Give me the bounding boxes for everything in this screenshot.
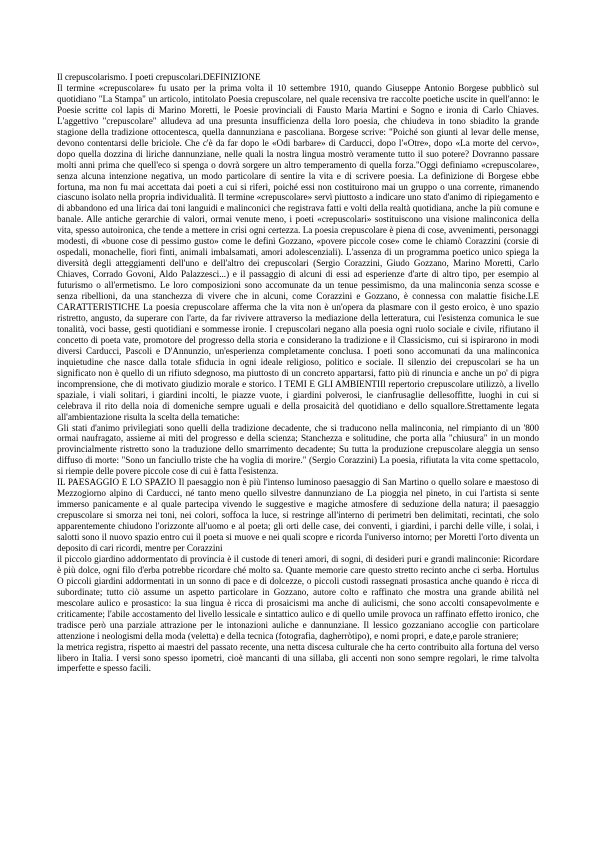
paragraph-giardino: il piccolo giardino addormentato di provincia è il custode di teneri amori, di sogni, di desideri puri e grandi malinconie: Ricordare è più dolce, ogni filo d'erba potrebbe ricordare ché molto sa. Quante memorie care questo stretto recinto anche ci serba. Hortulus O piccoli giardini addormentati in un sonno di pace e di dolcezze, o piccoli custodi rassegnati prosastica anche quando è ricca di subordinate; tutto ciò assume un aspetto particolare in Gozzano, autore colto e raffinato che mostra una grande abilità nel mescolare aulico e prosastico: la sua lingua è ricca di prosaicismi ma anche di aulicismi, che sono accolti consapevolmente e criticamente; l'abile accostamento del livello lessicale e sintattico aulico e di quello umile provoca un raffinato effetto ironico, che tradisce però una parziale attrazione per le intonazioni auliche e dannunziane. Il lessico gozzaniano accoglie con particolare attenzione i neologismi della moda (veletta) e della tecnica (fotografia, dagherròtipo), e nomi propri, e date,e parole straniere;	[57, 553, 539, 641]
paragraph-stati-d-animo: Gli stati d'animo privilegiati sono quelli della tradizione decadente, che si traducono nella malinconia, nel rimpianto di un '800 ormai naufragato, assieme ai miti del progresso e della scienza; Stanchezza e solitudine, che porta alla "chiusura" in un mondo provincialmente ristretto sono la traduzione dello smarrimento decadente; Su tutta la produzione crepuscolare aleggia un senso diffuso di morte: "Sono un fanciullo triste che ha voglia di morire." (Sergio Corazzini) La poesia, rifiutata la vita come spettacolo, si riempie delle povere piccole cose di cui è fatta l'esistenza.	[57, 422, 539, 477]
paragraph-definizione: Il termine «crepuscolare» fu usato per la prima volta il 10 settembre 1910, quando Giuseppe Antonio Borgese pubblicò sul quotidiano "La Stampa" un articolo, intitolato Poesia crepuscolare, nel quale recensiva tre raccolte poetiche uscite in quell'anno: le Poesie scritte col lapis di Marino Moretti, le Poesie provinciali di Fausto Maria Martini e Sogno e ironia di Carlo Chiaves. L'aggettivo "crepuscolare" alludeva ad una presunta insufficienza della loro poesia, che chiudeva in tono sbiadito la grande stagione della tradizione ottocentesca, quella dannunziana e pascoliana. Borgese scrive: "Poiché son giunti al levar delle mense, devono contentarsi delle briciole. Che c'è da far dopo le «Odi barbare» di Carducci, dopo l'«Otre», dopo «La morte del cervo», dopo quella dozzina di liriche dannunziane, nelle quali la nostra lingua mostrò veramente tutto il suo potere? Dovranno passare molti anni prima che quell'eco si spenga o dovrà sorgere un altro temperamento di quella forza."Oggi definiamo «crepuscolare», senza alcuna intenzione negativa, un modo particolare di sentire la vita e di scrivere poesia. La definizione di Borgese ebbe fortuna, ma non fu mai accettata dai poeti a cui si riferì, poiché essi non costituirono mai un gruppo o una corrente, rimanendo ciascuno isolato nella propria individualità. Il termine «crepuscolare» servì piuttosto a indicare uno stato d'animo di ripiegamento e di abbandono ed una lirica dai toni languidi e malinconici che registrava fatti e volti della realtà quotidiana, anche la più comune e banale. Alle antiche gerarchie di valori, ormai venute meno, i poeti «crepuscolari» sostituiscono una visione malinconica della vita, spesso autoironica, che tende a mettere in crisi ogni certezza. La poesia crepuscolare è piena di cose, avvenimenti, personaggi modesti, di «buone cose di pessimo gusto» come le definì Gozzano, «povere piccole cose» come le chiamò Corazzini (corsie di ospedali, monachelle, fiori finti, animali imbalsamati, amori adolescenziali). L'assenza di un programma poetico unico spiega la diversità degli atteggiamenti dell'uno e dell'altro dei crepuscolari (Sergio Corazzini, Giudo Gozzano, Marino Moretti, Carlo Chiaves, Corrado Govoni, Aldo Palazzesci...) e il passaggio di alcuni di essi ad esperienze d'arte di altro tipo, per esempio al futurismo o all'ermetismo. Le loro composizioni sono accomunate da un tenue pessimismo, da una malinconia senza scosse e senza ribellioni, da una stanchezza di vivere che in alcuni, come Corazzini e Gozzano, è connessa con malattie fisiche.LE CARATTERISTICHE La poesia crepuscolare afferma che la vita non è un'opera da plasmare con il gesto eroico, è uno spazio ristretto, angusto, da superare con l'arte, da far rivivere attraverso la mediazione della letteratura, cui l'esistenza comunica le sue tonalità, voci basse, gesti quotidiani e sommesse ironie. I crepuscolari negano alla poesia ogni ruolo sociale e civile, rifiutano il concetto di poeta vate, promotore del progresso della storia e considerano la tradizione e il Classicismo, cui si ispirarono in modi diversi Carducci, Pascoli e D'Annunzio, un'esperienza completamente conclusa. I poeti sono accomunati da una malinconica inquietudine che nasce dalla totale sfiducia in ogni ideale religioso, politico e sociale. Il silenzio dei crepuscolari se ha un significato non è quello di un rifiuto sdegnoso, ma piuttosto di un concreto appartarsi, fatto più di rinuncia e anche un po' di pigra incomprensione, che di motivato giudizio morale e storico. I TEMI E GLI AMBIENTIIl repertorio crepuscolare utilizzò, a livello spaziale, i viali solitari, i giardini incolti, le piazze vuote, i giardini polverosi, le cianfrusaglie dellesoffitte, luoghi in cui si celebrava il rito della noia di domeniche sempre uguali e della prosaicità del quotidiano e dello squallore.Strettamente legata all'ambientazione risulta la scelta della tematiche:	[57, 82, 539, 422]
document-title: Il crepuscolarismo. I poeti crepuscolari.DEFINIZIONE	[57, 72, 261, 82]
document-page	[57, 72, 539, 674]
paragraph-metrica: la metrica registra, rispetto ai maestri del passato recente, una netta discesa culturale che ha certo contribuito alla fortuna del verso libero in Italia. I versi sono spesso ipometri, cioè mancanti di una sillaba, gli accenti non sono sempre regolari, le rime talvolta imperfette e spesso facili.	[57, 641, 539, 674]
paragraph-paesaggio: IL PAESAGGIO E LO SPAZIO Il paesaggio non è più l'intenso luminoso paesaggio di San Martino o quello solare e maestoso di Mezzogiorno alpino di Carducci, né tanto meno quello silvestre dannunziano de La pioggia nel pineto, in cui l'artista si sente immerso panicamente e al quale partecipa vivendo le suggestive e magiche atmosfere di seduzione della natura; il paesaggio crepuscolare si smorza nei toni, nei colori, soffoca la luce, si restringe all'interno di perimetri ben delimitati, recintati, che solo apparentemente chiudono l'orizzonte all'uomo e al poeta; gli orti delle case, dei conventi, i giardini, i parchi delle ville, i solai, i salotti sono il nuovo spazio entro cui il poeta si muove e nei quali scopre e ricorda l'universo intorno; per Moretti l'orto diventa un deposito di cari ricordi, mentre per Corazzini	[57, 477, 539, 553]
